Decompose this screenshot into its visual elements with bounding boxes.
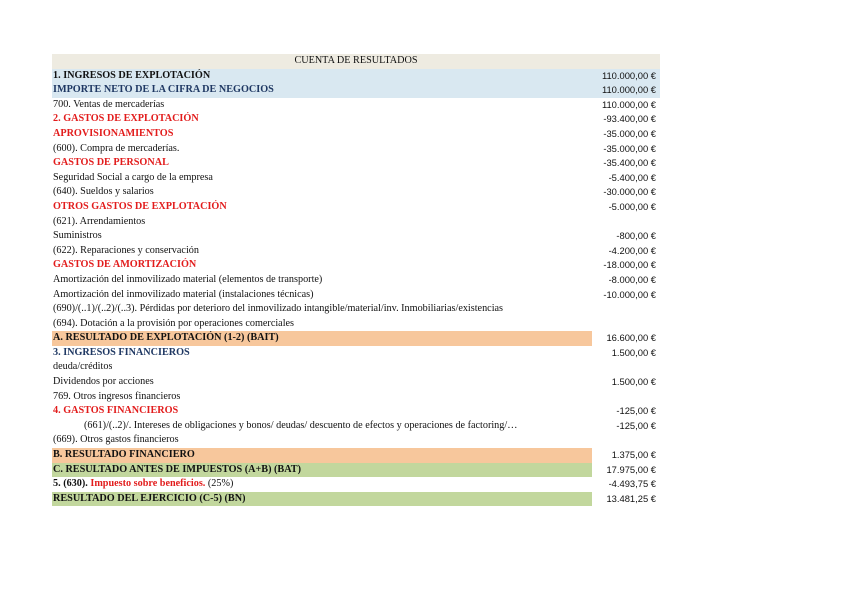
wages-row[interactable] — [52, 185, 660, 200]
row-label: Amortización del inmovilizado material (instalaciones técnicas) — [53, 288, 314, 300]
row-value: 110.000,00 € — [601, 84, 656, 96]
income-statement-sheet — [52, 54, 660, 506]
row-value: 1.500,00 € — [611, 346, 656, 358]
social-security-row[interactable] — [52, 171, 660, 186]
row-value: -125,00 € — [616, 405, 656, 417]
row-label: Seguridad Social a cargo de la empresa — [53, 171, 213, 183]
other-operating-expenses-row[interactable] — [52, 200, 660, 215]
row-label: (621). Arrendamientos — [53, 215, 146, 227]
depreciation-installations-row[interactable] — [52, 288, 660, 303]
row-label: deuda/créditos — [53, 361, 113, 373]
row-value: -30.000,00 € — [603, 186, 656, 198]
row-label: GASTOS DE AMORTIZACIÓN — [53, 259, 197, 271]
row-label: (600). Compra de mercaderías. — [53, 142, 180, 154]
row-label: Dividendos por acciones — [53, 376, 154, 388]
sales-row[interactable] — [52, 98, 660, 113]
row-value: -93.400,00 € — [603, 113, 656, 125]
row-label: Suministros — [53, 230, 102, 242]
supplies-row[interactable] — [52, 127, 660, 142]
row-label: OTROS GASTOS DE EXPLOTACIÓN — [53, 200, 227, 212]
pretax-result-row[interactable] — [52, 463, 660, 478]
row-label: 700. Ventas de mercaderías — [53, 98, 165, 110]
row-label: Amortización del inmovilizado material (elementos de transporte) — [53, 273, 323, 285]
row-label: (694). Dotación a la provisión por operaciones comerciales — [53, 317, 295, 329]
row-label: 2. GASTOS DE EXPLOTACIÓN — [53, 113, 199, 125]
row-value: -35.000,00 € — [603, 142, 656, 154]
income-tax-row[interactable] — [52, 477, 660, 492]
operating-income-row[interactable] — [52, 69, 660, 84]
operating-result-row[interactable] — [52, 331, 660, 346]
debt-credits-row[interactable] — [52, 360, 660, 375]
financial-income-row[interactable] — [52, 346, 660, 361]
row-label: RESULTADO DEL EJERCICIO (C-5) (BN) — [53, 492, 246, 504]
repairs-row[interactable] — [52, 244, 660, 259]
provision-row[interactable] — [52, 317, 660, 332]
row-label: GASTOS DE PERSONAL — [53, 157, 169, 169]
impairment-losses-row[interactable] — [52, 302, 660, 317]
tax-rate: (25%) — [207, 478, 234, 490]
statement-title-row — [52, 54, 660, 69]
net-turnover-row[interactable] — [52, 83, 660, 98]
row-value: 13.481,25 € — [606, 492, 656, 504]
row-label: (622). Reparaciones y conservación — [53, 244, 199, 256]
row-value: -35.400,00 € — [603, 157, 656, 169]
row-value: -18.000,00 € — [603, 259, 656, 271]
row-value: -125,00 € — [616, 419, 656, 431]
row-label: (669). Otros gastos financieros — [53, 434, 179, 446]
financial-result-row[interactable] — [52, 448, 660, 463]
row-label: (661)/(..2)/. Intereses de obligaciones y bonos/ deudas/ descuento de efectos y operaciones de factoring/… — [84, 419, 518, 431]
row-label: 1. INGRESOS DE EXPLOTACIÓN — [53, 69, 211, 81]
tax-label: Impuesto sobre beneficios. — [90, 478, 206, 490]
row-value: 110.000,00 € — [601, 69, 656, 81]
other-financial-income-row[interactable] — [52, 390, 660, 405]
row-label: 769. Otros ingresos financieros — [53, 390, 181, 402]
row-value: -4.200,00 € — [608, 244, 656, 256]
row-label — [53, 477, 233, 492]
row-label: 3. INGRESOS FINANCIEROS — [53, 346, 190, 358]
row-label: A. RESULTADO DE EXPLOTACIÓN (1-2) (BAIT) — [53, 332, 279, 344]
row-value: -5.000,00 € — [608, 200, 656, 212]
row-value: 1.500,00 € — [611, 376, 656, 388]
depreciation-row[interactable] — [52, 258, 660, 273]
row-value: 1.375,00 € — [611, 449, 656, 461]
merchandise-purchase-row[interactable] — [52, 142, 660, 157]
row-label: (690)/(..1)/(..2)/(..3). Pérdidas por deterioro del inmovilizado intangible/material/inv. Inmobiliarias/existencias — [53, 303, 504, 315]
row-value: 17.975,00 € — [606, 463, 656, 475]
depreciation-transport-row[interactable] — [52, 273, 660, 288]
row-value: -5.400,00 € — [608, 171, 656, 183]
row-label: (640). Sueldos y salarios — [53, 186, 154, 198]
personnel-expenses-row[interactable] — [52, 156, 660, 171]
row-value: -10.000,00 € — [603, 288, 656, 300]
row-value: 16.600,00 € — [606, 332, 656, 344]
row-label: 4. GASTOS FINANCIEROS — [53, 405, 179, 417]
row-label: IMPORTE NETO DE LA CIFRA DE NEGOCIOS — [53, 84, 274, 96]
interest-row[interactable] — [52, 419, 660, 434]
row-label: APROVISIONAMIENTOS — [53, 127, 174, 139]
dividends-row[interactable] — [52, 375, 660, 390]
row-label: C. RESULTADO ANTES DE IMPUESTOS (A+B) (BAT) — [53, 463, 301, 475]
other-financial-expenses-row[interactable] — [52, 433, 660, 448]
row-value: -8.000,00 € — [608, 273, 656, 285]
row-value: -4.493,75 € — [608, 478, 656, 490]
tax-prefix: 5. (630). — [53, 478, 88, 490]
row-value: 110.000,00 € — [601, 98, 656, 110]
leases-row[interactable] — [52, 215, 660, 230]
row-value: -35.000,00 € — [603, 127, 656, 139]
row-value: -800,00 € — [616, 230, 656, 242]
statement-title: CUENTA DE RESULTADOS — [294, 55, 418, 66]
operating-expenses-row[interactable] — [52, 112, 660, 127]
financial-expenses-row[interactable] — [52, 404, 660, 419]
row-label: B. RESULTADO FINANCIERO — [53, 449, 195, 461]
net-result-row[interactable] — [52, 492, 660, 507]
utilities-row[interactable] — [52, 229, 660, 244]
